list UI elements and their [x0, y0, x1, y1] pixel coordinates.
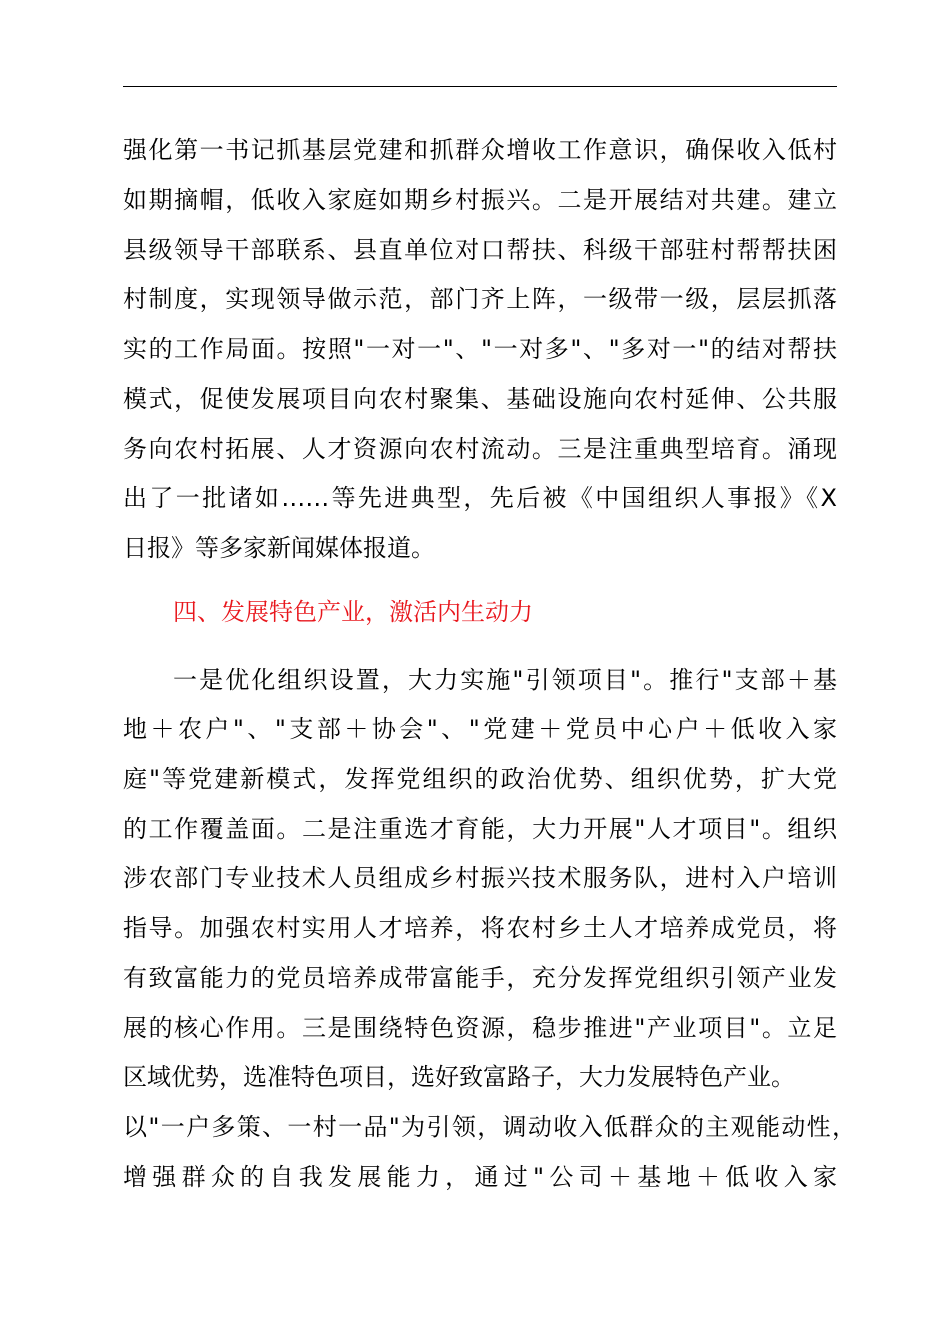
section-4-line: 指导。加强农村实用人才培养，将农村乡土人才培养成党员，将: [123, 914, 837, 942]
paragraph-1-line: 务向农村拓展、人才资源向农村流动。三是注重典型培育。涌现: [123, 435, 837, 463]
paragraph-1-line: 如期摘帽，低收入家庭如期乡村振兴。二是开展结对共建。建立: [123, 186, 837, 214]
section-4-line: 涉农部门专业技术人员组成乡村振兴技术服务队，进村入户培训: [123, 864, 837, 892]
header-rule: [123, 86, 837, 87]
section-4-line: 增强群众的自我发展能力，通过"公司＋基地＋低收入家: [123, 1163, 837, 1191]
section-4-heading: 四、发展特色产业，激活内生动力: [173, 598, 533, 626]
section-4-line: 区域优势，选准特色项目，选好致富路子，大力发展特色产业。: [123, 1063, 795, 1091]
section-4-line: 以"一户多策、一村一品"为引领，调动收入低群众的主观能动性，: [123, 1113, 856, 1141]
paragraph-1-line: 实的工作局面。按照"一对一"、"一对多"、"多对一"的结对帮扶: [123, 335, 837, 363]
section-4-line: 有致富能力的党员培养成带富能手，充分发挥党组织引领产业发: [123, 964, 837, 992]
paragraph-1-line: 村制度，实现领导做示范，部门齐上阵，一级带一级，层层抓落: [123, 285, 837, 313]
section-4-line: 展的核心作用。三是围绕特色资源，稳步推进"产业项目"。立足: [123, 1014, 837, 1042]
paragraph-1-line: 县级领导干部联系、县直单位对口帮扶、科级干部驻村帮帮扶困: [123, 236, 837, 264]
paragraph-1-line: 日报》等多家新闻媒体报道。: [123, 534, 435, 562]
section-4-line: 的工作覆盖面。二是注重选才育能，大力开展"人才项目"。组织: [123, 815, 837, 843]
paragraph-1-line: 强化第一书记抓基层党建和抓群众增收工作意识，确保收入低村: [123, 136, 837, 164]
paragraph-1-line: 模式，促使发展项目向农村聚集、基础设施向农村延伸、公共服: [123, 385, 837, 413]
section-4-line: 一是优化组织设置，大力实施"引领项目"。推行"支部＋基: [173, 666, 837, 694]
paragraph-1-line: 出了一批诸如……等先进典型，先后被《中国组织人事报》《X: [123, 484, 837, 512]
section-4-line: 庭"等党建新模式，发挥党组织的政治优势、组织优势，扩大党: [123, 765, 837, 793]
section-4-line: 地＋农户"、"支部＋协会"、"党建＋党员中心户＋低收入家: [123, 715, 837, 743]
